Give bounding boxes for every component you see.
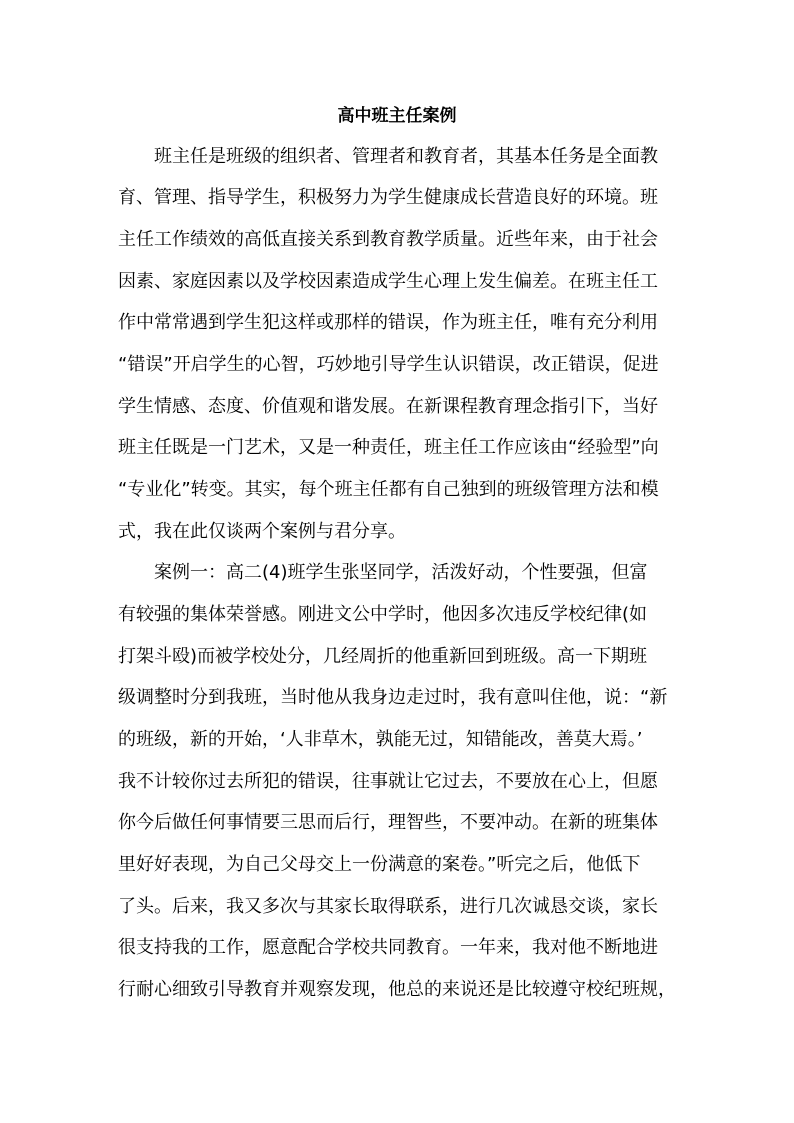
paragraph-2-line-2: 有较强的集体荣誉感。刚进文公中学时，他因多次违反学校纪律(如 xyxy=(118,604,648,625)
paragraph-1-line-2: 育、管理、指导学生，积极努力为学生健康成长营造良好的环境。班 xyxy=(118,187,658,208)
paragraph-2-line-4: 级调整时分到我班，当时他从我身边走过时，我有意叫住他，说：“新 xyxy=(118,687,668,708)
paragraph-2-line-1: 案例一：高二(4)班学生张坚同学，活泼好动，个性要强，但富 xyxy=(154,562,648,583)
paragraph-1-line-10: 式，我在此仅谈两个案例与君分享。 xyxy=(118,521,406,542)
document-title: 高中班主任案例 xyxy=(337,106,457,126)
paragraph-1-line-1: 班主任是班级的组织者、管理者和教育者，其基本任务是全面教 xyxy=(154,146,658,167)
paragraph-2-line-6: 我不计较你过去所犯的错误，往事就让它过去，不要放在心上，但愿 xyxy=(118,771,658,792)
paragraph-1-line-4: 因素、家庭因素以及学校因素造成学生心理上发生偏差。在班主任工 xyxy=(118,271,658,292)
paragraph-1-line-5: 作中常常遇到学生犯这样或那样的错误，作为班主任，唯有充分利用 xyxy=(118,312,658,333)
paragraph-2-line-7: 你今后做任何事情要三思而后行，理智些，不要冲动。在新的班集体 xyxy=(118,812,658,833)
paragraph-2-line-3: 打架斗殴)而被学校处分，几经周折的他重新回到班级。高一下期班 xyxy=(118,646,648,667)
paragraph-1-line-9: “专业化”转变。其实，每个班主任都有自己独到的班级管理方法和模 xyxy=(118,479,659,500)
paragraph-1-line-6: “错误”开启学生的心智，巧妙地引导学生认识错误，改正错误，促进 xyxy=(118,354,659,375)
paragraph-2-line-11: 行耐心细致引导教育并观察发现，他总的来说还是比较遵守校纪班规， xyxy=(118,979,676,1000)
paragraph-1-line-8: 班主任既是一门艺术，又是一种责任，班主任工作应该由“经验型”向 xyxy=(118,437,659,458)
paragraph-2-line-10: 很支持我的工作，愿意配合学校共同教育。一年来，我对他不断地进 xyxy=(118,937,658,958)
paragraph-2-line-8: 里好好表现，为自己父母交上一份满意的案卷。”听完之后，他低下 xyxy=(118,854,641,875)
paragraph-2-line-5: 的班级，新的开始，‘人非草木，孰能无过，知错能改，善莫大焉。’ xyxy=(118,729,643,750)
paragraph-1-line-7: 学生情感、态度、价值观和谐发展。在新课程教育理念指引下，当好 xyxy=(118,396,658,417)
paragraph-2-line-9: 了头。后来，我又多次与其家长取得联系，进行几次诚恳交谈，家长 xyxy=(118,896,658,917)
paragraph-1-line-3: 主任工作绩效的高低直接关系到教育教学质量。近些年来，由于社会 xyxy=(118,229,658,250)
